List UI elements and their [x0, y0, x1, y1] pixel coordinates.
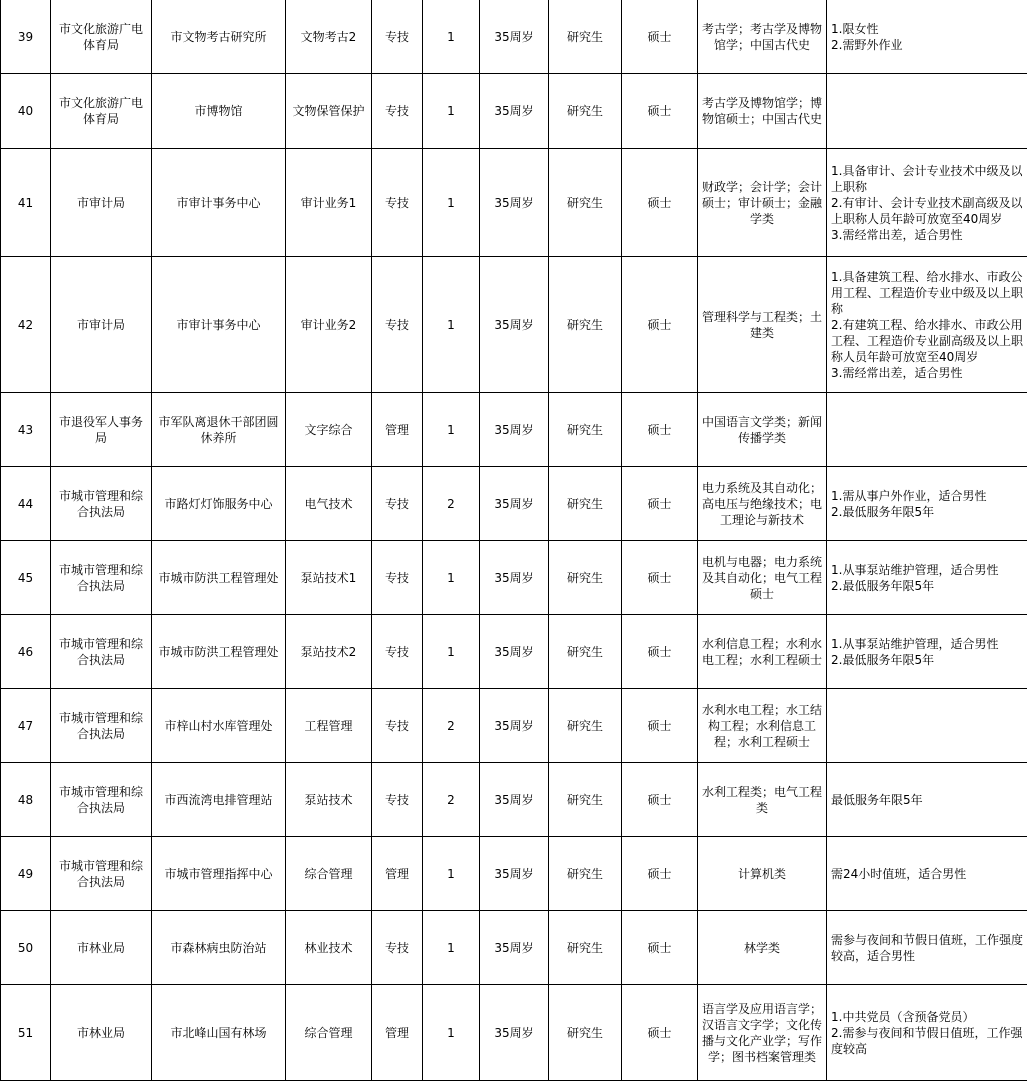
cell-category: 管理 — [372, 985, 423, 1081]
cell-age: 35周岁 — [480, 74, 549, 149]
cell-age: 35周岁 — [480, 985, 549, 1081]
cell-unit: 市路灯灯饰服务中心 — [152, 467, 286, 541]
cell-degree: 硕士 — [622, 257, 698, 393]
cell-category: 专技 — [372, 149, 423, 257]
cell-position: 综合管理 — [286, 837, 372, 911]
cell-age: 35周岁 — [480, 837, 549, 911]
cell-position: 审计业务2 — [286, 257, 372, 393]
cell-age: 35周岁 — [480, 911, 549, 985]
cell-no: 49 — [1, 837, 51, 911]
cell-education: 研究生 — [549, 257, 622, 393]
cell-dept: 市审计局 — [51, 257, 152, 393]
cell-major: 语言学及应用语言学；汉语言文字学；文化传播与文化产业学；写作学；图书档案管理类 — [698, 985, 827, 1081]
cell-education: 研究生 — [549, 837, 622, 911]
cell-unit: 市军队离退休干部团圆休养所 — [152, 393, 286, 467]
cell-unit: 市文物考古研究所 — [152, 0, 286, 74]
cell-degree: 硕士 — [622, 837, 698, 911]
cell-notes: 1.具备建筑工程、给水排水、市政公用工程、工程造价专业中级及以上职称 2.有建筑工程、给水排水、市政公用工程、工程造价专业副高级及以上职称人员年龄可放宽至40周岁 3.需经常出差，适合男性 — [827, 257, 1027, 393]
cell-major: 水利水电工程；水工结构工程；水利信息工程；水利工程硕士 — [698, 689, 827, 763]
cell-notes — [827, 689, 1027, 763]
cell-category: 专技 — [372, 689, 423, 763]
cell-no: 48 — [1, 763, 51, 837]
cell-count: 1 — [423, 837, 480, 911]
cell-unit: 市审计事务中心 — [152, 149, 286, 257]
cell-no: 51 — [1, 985, 51, 1081]
cell-notes: 需24小时值班，适合男性 — [827, 837, 1027, 911]
cell-age: 35周岁 — [480, 257, 549, 393]
cell-category: 专技 — [372, 74, 423, 149]
cell-notes — [827, 393, 1027, 467]
cell-count: 1 — [423, 74, 480, 149]
cell-position: 文物保管保护 — [286, 74, 372, 149]
cell-major: 计算机类 — [698, 837, 827, 911]
cell-no: 42 — [1, 257, 51, 393]
cell-notes: 1.从事泵站维护管理，适合男性 2.最低服务年限5年 — [827, 541, 1027, 615]
cell-education: 研究生 — [549, 74, 622, 149]
cell-no: 43 — [1, 393, 51, 467]
cell-education: 研究生 — [549, 763, 622, 837]
cell-count: 1 — [423, 0, 480, 74]
cell-position: 电气技术 — [286, 467, 372, 541]
cell-position: 综合管理 — [286, 985, 372, 1081]
cell-unit: 市城市防洪工程管理处 — [152, 615, 286, 689]
table-row — [1, 689, 1027, 763]
cell-major: 财政学；会计学；会计硕士；审计硕士；金融学类 — [698, 149, 827, 257]
cell-unit: 市城市管理指挥中心 — [152, 837, 286, 911]
cell-category: 专技 — [372, 911, 423, 985]
cell-age: 35周岁 — [480, 541, 549, 615]
table-row — [1, 911, 1027, 985]
cell-age: 35周岁 — [480, 393, 549, 467]
cell-dept: 市城市管理和综合执法局 — [51, 615, 152, 689]
cell-major: 电机与电器；电力系统及其自动化；电气工程硕士 — [698, 541, 827, 615]
cell-age: 35周岁 — [480, 149, 549, 257]
cell-no: 41 — [1, 149, 51, 257]
table-row — [1, 0, 1027, 74]
cell-degree: 硕士 — [622, 541, 698, 615]
table-row — [1, 74, 1027, 149]
cell-position: 泵站技术 — [286, 763, 372, 837]
cell-dept: 市林业局 — [51, 911, 152, 985]
cell-count: 1 — [423, 985, 480, 1081]
cell-notes: 1.限女性 2.需野外作业 — [827, 0, 1027, 74]
cell-position: 审计业务1 — [286, 149, 372, 257]
cell-notes: 1.中共党员（含预备党员） 2.需参与夜间和节假日值班，工作强度较高 — [827, 985, 1027, 1081]
table-row — [1, 541, 1027, 615]
cell-no: 40 — [1, 74, 51, 149]
cell-position: 文字综合 — [286, 393, 372, 467]
cell-unit: 市西流湾电排管理站 — [152, 763, 286, 837]
cell-dept: 市退役军人事务局 — [51, 393, 152, 467]
cell-degree: 硕士 — [622, 985, 698, 1081]
cell-education: 研究生 — [549, 0, 622, 74]
cell-major: 中国语言文学类；新闻传播学类 — [698, 393, 827, 467]
cell-age: 35周岁 — [480, 689, 549, 763]
table-row — [1, 149, 1027, 257]
cell-degree: 硕士 — [622, 763, 698, 837]
cell-notes: 1.从事泵站维护管理，适合男性 2.最低服务年限5年 — [827, 615, 1027, 689]
cell-degree: 硕士 — [622, 911, 698, 985]
cell-category: 专技 — [372, 763, 423, 837]
cell-no: 44 — [1, 467, 51, 541]
cell-dept: 市城市管理和综合执法局 — [51, 837, 152, 911]
cell-category: 专技 — [372, 615, 423, 689]
cell-age: 35周岁 — [480, 467, 549, 541]
cell-major: 管理科学与工程类；土建类 — [698, 257, 827, 393]
cell-notes — [827, 74, 1027, 149]
cell-no: 46 — [1, 615, 51, 689]
table-row — [1, 467, 1027, 541]
cell-major: 考古学；考古学及博物馆学；中国古代史 — [698, 0, 827, 74]
cell-count: 2 — [423, 763, 480, 837]
table-row — [1, 837, 1027, 911]
cell-count: 2 — [423, 467, 480, 541]
cell-degree: 硕士 — [622, 689, 698, 763]
cell-no: 47 — [1, 689, 51, 763]
cell-position: 文物考古2 — [286, 0, 372, 74]
cell-notes: 最低服务年限5年 — [827, 763, 1027, 837]
cell-position: 林业技术 — [286, 911, 372, 985]
cell-education: 研究生 — [549, 911, 622, 985]
cell-no: 39 — [1, 0, 51, 74]
cell-dept: 市文化旅游广电体育局 — [51, 74, 152, 149]
cell-major: 电力系统及其自动化；高电压与绝缘技术；电工理论与新技术 — [698, 467, 827, 541]
cell-no: 45 — [1, 541, 51, 615]
cell-notes: 1.需从事户外作业，适合男性 2.最低服务年限5年 — [827, 467, 1027, 541]
cell-dept: 市城市管理和综合执法局 — [51, 467, 152, 541]
cell-count: 2 — [423, 689, 480, 763]
cell-count: 1 — [423, 257, 480, 393]
cell-education: 研究生 — [549, 541, 622, 615]
cell-category: 管理 — [372, 837, 423, 911]
cell-education: 研究生 — [549, 615, 622, 689]
cell-degree: 硕士 — [622, 149, 698, 257]
cell-education: 研究生 — [549, 467, 622, 541]
cell-category: 专技 — [372, 257, 423, 393]
cell-count: 1 — [423, 393, 480, 467]
cell-notes: 1.具备审计、会计专业技术中级及以上职称 2.有审计、会计专业技术副高级及以上职称人员年龄可放宽至40周岁 3.需经常出差，适合男性 — [827, 149, 1027, 257]
cell-position: 泵站技术1 — [286, 541, 372, 615]
cell-unit: 市森林病虫防治站 — [152, 911, 286, 985]
cell-count: 1 — [423, 149, 480, 257]
cell-notes: 需参与夜间和节假日值班，工作强度较高，适合男性 — [827, 911, 1027, 985]
cell-count: 1 — [423, 911, 480, 985]
cell-category: 专技 — [372, 0, 423, 74]
cell-unit: 市博物馆 — [152, 74, 286, 149]
cell-major: 考古学及博物馆学；博物馆硕士；中国古代史 — [698, 74, 827, 149]
cell-position: 工程管理 — [286, 689, 372, 763]
cell-degree: 硕士 — [622, 615, 698, 689]
cell-age: 35周岁 — [480, 615, 549, 689]
cell-degree: 硕士 — [622, 0, 698, 74]
cell-education: 研究生 — [549, 689, 622, 763]
cell-count: 1 — [423, 615, 480, 689]
cell-unit: 市北峰山国有林场 — [152, 985, 286, 1081]
cell-category: 专技 — [372, 541, 423, 615]
cell-education: 研究生 — [549, 149, 622, 257]
cell-dept: 市审计局 — [51, 149, 152, 257]
cell-no: 50 — [1, 911, 51, 985]
cell-unit: 市梓山村水库管理处 — [152, 689, 286, 763]
table-row — [1, 257, 1027, 393]
cell-degree: 硕士 — [622, 74, 698, 149]
cell-category: 管理 — [372, 393, 423, 467]
cell-major: 水利工程类；电气工程类 — [698, 763, 827, 837]
cell-dept: 市城市管理和综合执法局 — [51, 541, 152, 615]
cell-unit: 市城市防洪工程管理处 — [152, 541, 286, 615]
cell-age: 35周岁 — [480, 763, 549, 837]
cell-education: 研究生 — [549, 985, 622, 1081]
cell-dept: 市文化旅游广电体育局 — [51, 0, 152, 74]
cell-category: 专技 — [372, 467, 423, 541]
table-row — [1, 615, 1027, 689]
cell-age: 35周岁 — [480, 0, 549, 74]
cell-major: 林学类 — [698, 911, 827, 985]
cell-dept: 市城市管理和综合执法局 — [51, 689, 152, 763]
cell-count: 1 — [423, 541, 480, 615]
table-row — [1, 393, 1027, 467]
table-row — [1, 763, 1027, 837]
cell-unit: 市审计事务中心 — [152, 257, 286, 393]
cell-degree: 硕士 — [622, 467, 698, 541]
table-row — [1, 985, 1027, 1081]
cell-position: 泵站技术2 — [286, 615, 372, 689]
table-body — [1, 0, 1027, 1081]
cell-major: 水利信息工程；水利水电工程；水利工程硕士 — [698, 615, 827, 689]
cell-dept: 市林业局 — [51, 985, 152, 1081]
cell-education: 研究生 — [549, 393, 622, 467]
cell-degree: 硕士 — [622, 393, 698, 467]
cell-dept: 市城市管理和综合执法局 — [51, 763, 152, 837]
